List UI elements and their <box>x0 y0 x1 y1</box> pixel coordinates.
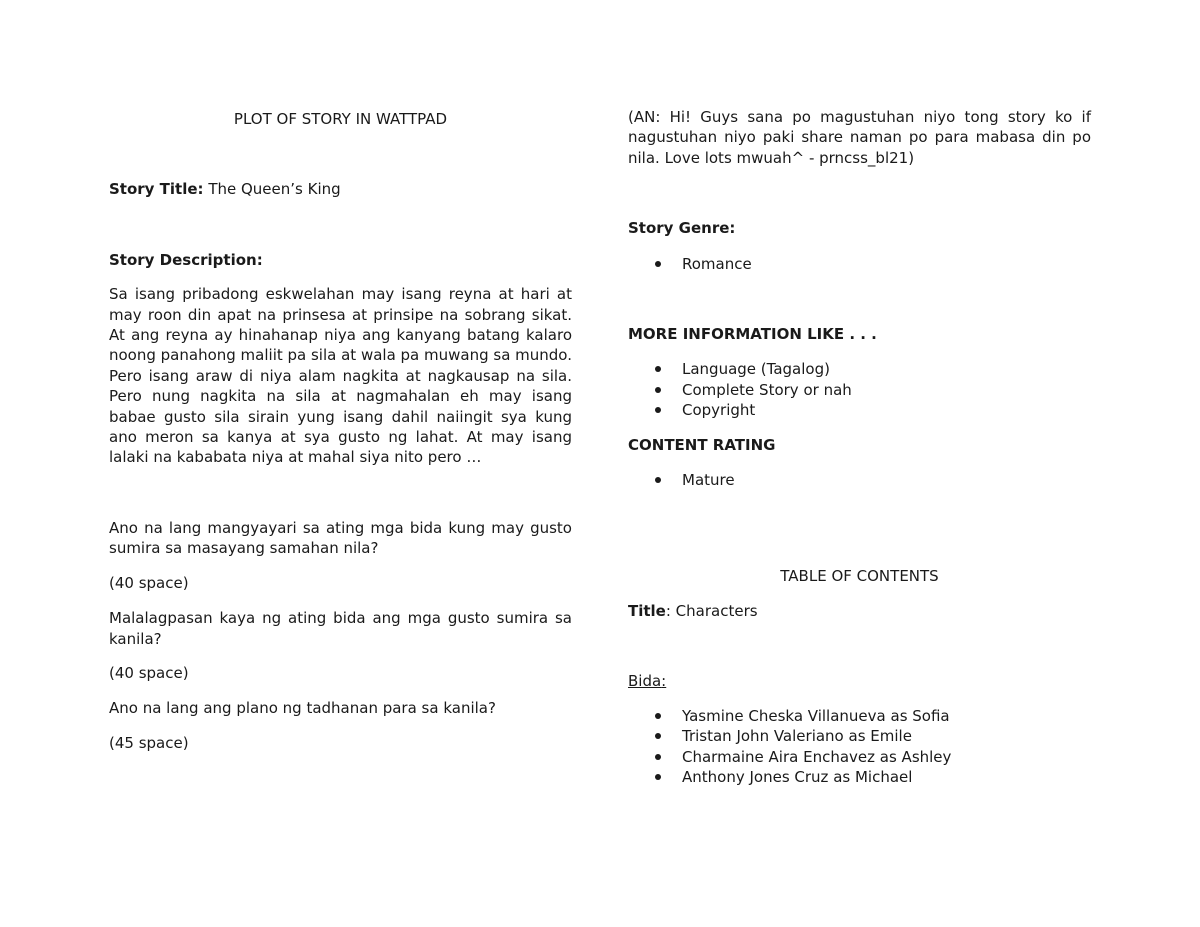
right-column <box>628 107 1091 787</box>
story-description-text: Sa isang pribadong eskwelahan may isang reyna at hari at may roon din apat na prinsesa at prinsipe na sobrang sikat. At ang reyna ay hinahanap niya ang kanyang batang kalaro noong panahong maliit pa sila at wala pa muwang sa mundo. Pero isang araw di niya alam nagkita at nagkausap na sila. Pero nung nagkita na sila at nagmahalan eh may isang babae gusto sila sirain yung isang dahil naiingit sya kung ano meron sa kanya at sya gusto ng lahat. At may isang lalaki na kababata niya at mahal siya nito pero … <box>109 285 572 467</box>
question-2: Malalagpasan kaya ng ating bida ang mga gusto sumira sa kanila? <box>109 609 572 648</box>
more-info-item: Language (Tagalog) <box>628 359 1091 379</box>
table-of-contents-heading: TABLE OF CONTENTS <box>780 567 939 586</box>
content-rating-label: CONTENT RATING <box>628 435 776 454</box>
story-title-line <box>109 179 572 199</box>
author-note: (AN: Hi! Guys sana po magustuhan niyo tong story ko if nagustuhan niyo paki share naman po para mabasa din po nila. Love lots mwuah^ - prncss_bl21) <box>628 108 1091 167</box>
bida-suffix: : <box>661 672 667 691</box>
more-information-label: MORE INFORMATION LIKE . . . <box>628 325 877 344</box>
characters-list <box>628 706 1091 788</box>
story-description-label: Story Description: <box>109 250 263 269</box>
question-1: Ano na lang mangyayari sa ating mga bida kung may gusto sumira sa masayang samahan nila? <box>109 518 572 558</box>
character-item: Tristan John Valeriano as Emile <box>628 726 1091 746</box>
genre-list <box>628 254 1091 274</box>
story-genre-label: Story Genre: <box>628 219 736 238</box>
bida-label: Bida <box>628 672 662 691</box>
left-column <box>109 107 572 753</box>
more-info-item: Complete Story or nah <box>628 380 1091 400</box>
story-title-label: Story Title: <box>109 180 204 199</box>
toc-title-label: Title <box>628 601 666 620</box>
character-item: Charmaine Aira Enchavez as Ashley <box>628 747 1091 767</box>
space-note-2: (40 space) <box>109 663 189 682</box>
toc-title-value: : Characters <box>665 601 758 620</box>
story-title-value: The Queen’s King <box>203 180 341 199</box>
genre-item: Romance <box>628 254 1091 274</box>
content-rating-list <box>628 470 1091 490</box>
document-heading: PLOT OF STORY IN WATTPAD <box>233 110 448 128</box>
question-3: Ano na lang ang plano ng tadhanan para sa kanila? <box>109 699 496 718</box>
space-note-1: (40 space) <box>109 573 189 592</box>
bida-heading <box>628 671 1091 691</box>
more-information-list <box>628 359 1091 420</box>
toc-title-line <box>628 601 1091 621</box>
space-note-3: (45 space) <box>109 733 189 752</box>
more-info-item: Copyright <box>628 400 1091 420</box>
character-item: Yasmine Cheska Villanueva as Sofia <box>628 706 1091 726</box>
rating-item: Mature <box>628 470 1091 490</box>
character-item: Anthony Jones Cruz as Michael <box>628 767 1091 787</box>
